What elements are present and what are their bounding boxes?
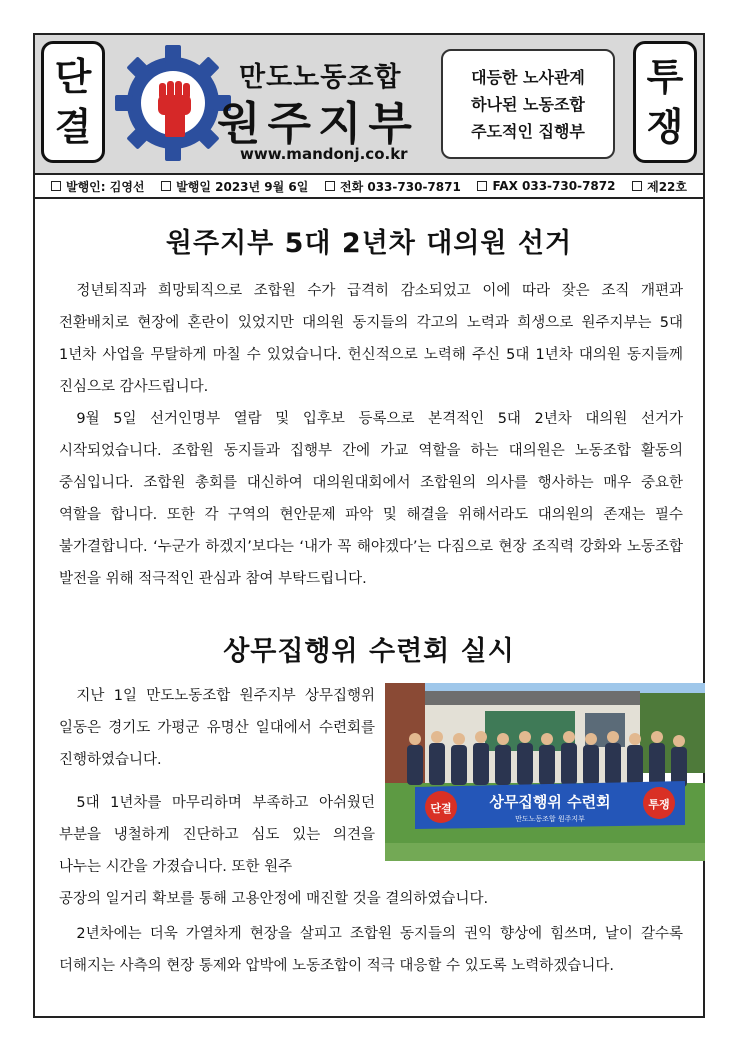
banner-sub-text: 만도노동조합 원주지부 bbox=[515, 815, 585, 823]
struggle-char-2: 쟁 bbox=[646, 105, 684, 149]
phone-text: 전화 033-730-7871 bbox=[340, 179, 461, 194]
union-name: 만도노동조합 bbox=[239, 62, 402, 93]
issue-text: 제22호 bbox=[647, 179, 687, 194]
publisher-text: 발행인: 김영선 bbox=[66, 179, 145, 194]
slogan-1: 대등한 노사관계 bbox=[471, 67, 585, 87]
newsletter-frame bbox=[33, 33, 705, 1018]
branch-name: 원주지부 bbox=[217, 97, 419, 150]
date-info bbox=[161, 178, 308, 195]
checkbox-icon bbox=[161, 181, 171, 191]
checkbox-icon bbox=[632, 181, 642, 191]
publisher-info bbox=[51, 178, 145, 195]
banner-left-text: 단결 bbox=[430, 802, 452, 815]
publication-info-bar bbox=[35, 173, 703, 199]
struggle-char-1: 투 bbox=[646, 55, 684, 99]
unity-char-2: 결 bbox=[54, 105, 92, 149]
article-title-retreat: 상무집행위 수련회 실시 bbox=[223, 636, 515, 667]
gear-fist-logo-icon bbox=[113, 43, 233, 163]
unity-box bbox=[41, 41, 105, 163]
checkbox-icon bbox=[325, 181, 335, 191]
article-paragraph: 5대 1년차를 마무리하며 부족하고 아쉬웠던 부분을 냉철하게 진단하고 심도 있는 의견을 나누는 시간을 가졌습니다. 또한 원주 bbox=[59, 795, 375, 875]
article-paragraph: 2년차에는 더욱 가열차게 현장을 살피고 조합원 동지들의 권익 향상에 힘쓰며, 날이 갈수록 더해지는 사측의 현장 통제와 압박에 노동조합이 적극 대응할 수 있도록 노력하겠습니다. bbox=[59, 926, 683, 974]
unity-char-1: 단 bbox=[54, 55, 92, 99]
article-paragraph: 9월 5일 선거인명부 열람 및 입후보 등록으로 본격적인 5대 2년차 대의원 선거가 시작되었습니다. 조합원 동지들과 집행부 간에 가교 역할을 하는 대의원은 노동조합 활동의 중심입니다. 조합원 총회를 대신하여 대의원대회에서 조합원의 의사를 행사하는 매우 중요한 역할을 합니다. 또한 각 구역의 현안문제 파악 및 해결을 위해서라도 대의원의 존재는 필수 불가결합니다. ‘누군가 하겠지’보다는 ‘내가 꼭 해야겠다’는 다짐으로 현장 조직력 강화와 노동조합 발전을 위해 적극적인 관심과 참여 부탁드립니다. bbox=[59, 411, 683, 587]
banner-right-text: 투쟁 bbox=[648, 798, 670, 811]
issue-info bbox=[632, 178, 687, 195]
fax-info bbox=[477, 179, 615, 193]
banner-title-text: 상무집행위 수련회 bbox=[489, 793, 611, 811]
slogan-3: 주도적인 집행부 bbox=[471, 121, 585, 141]
slogan-2: 하나된 노동조합 bbox=[471, 94, 585, 114]
article-paragraph: 정년퇴직과 희망퇴직으로 조합원 수가 급격히 감소되었고 이에 따라 잦은 조직 개편과 전환배치로 현장에 혼란이 있었지만 대의원 동지들의 각고의 노력과 희생으로 원주지부는 5대 1년차 사업을 무탈하게 마칠 수 있었습니다. 헌신적으로 노력해 주신 5대 1년차 대의원 동지들께 진심으로 감사드립니다. bbox=[59, 283, 683, 395]
group-photo bbox=[385, 683, 705, 861]
article-paragraph: 지난 1일 만도노동조합 원주지부 상무집행위 일동은 경기도 가평군 유명산 일대에서 수련회를 진행하였습니다. bbox=[59, 688, 375, 768]
article-title-election: 원주지부 5대 2년차 대의원 선거 bbox=[165, 228, 573, 259]
website-link[interactable]: www.mandonj.co.kr bbox=[240, 145, 408, 163]
struggle-box bbox=[633, 41, 697, 163]
article-paragraph: 공장의 일거리 확보를 통해 고용안정에 매진할 것을 결의하였습니다. bbox=[59, 891, 489, 907]
fax-text: FAX 033-730-7872 bbox=[492, 179, 616, 193]
masthead bbox=[35, 35, 703, 173]
slogan-box bbox=[441, 49, 615, 159]
phone-info bbox=[325, 178, 461, 195]
checkbox-icon bbox=[477, 181, 487, 191]
date-text: 발행일 2023년 9월 6일 bbox=[176, 179, 309, 194]
checkbox-icon bbox=[51, 181, 61, 191]
